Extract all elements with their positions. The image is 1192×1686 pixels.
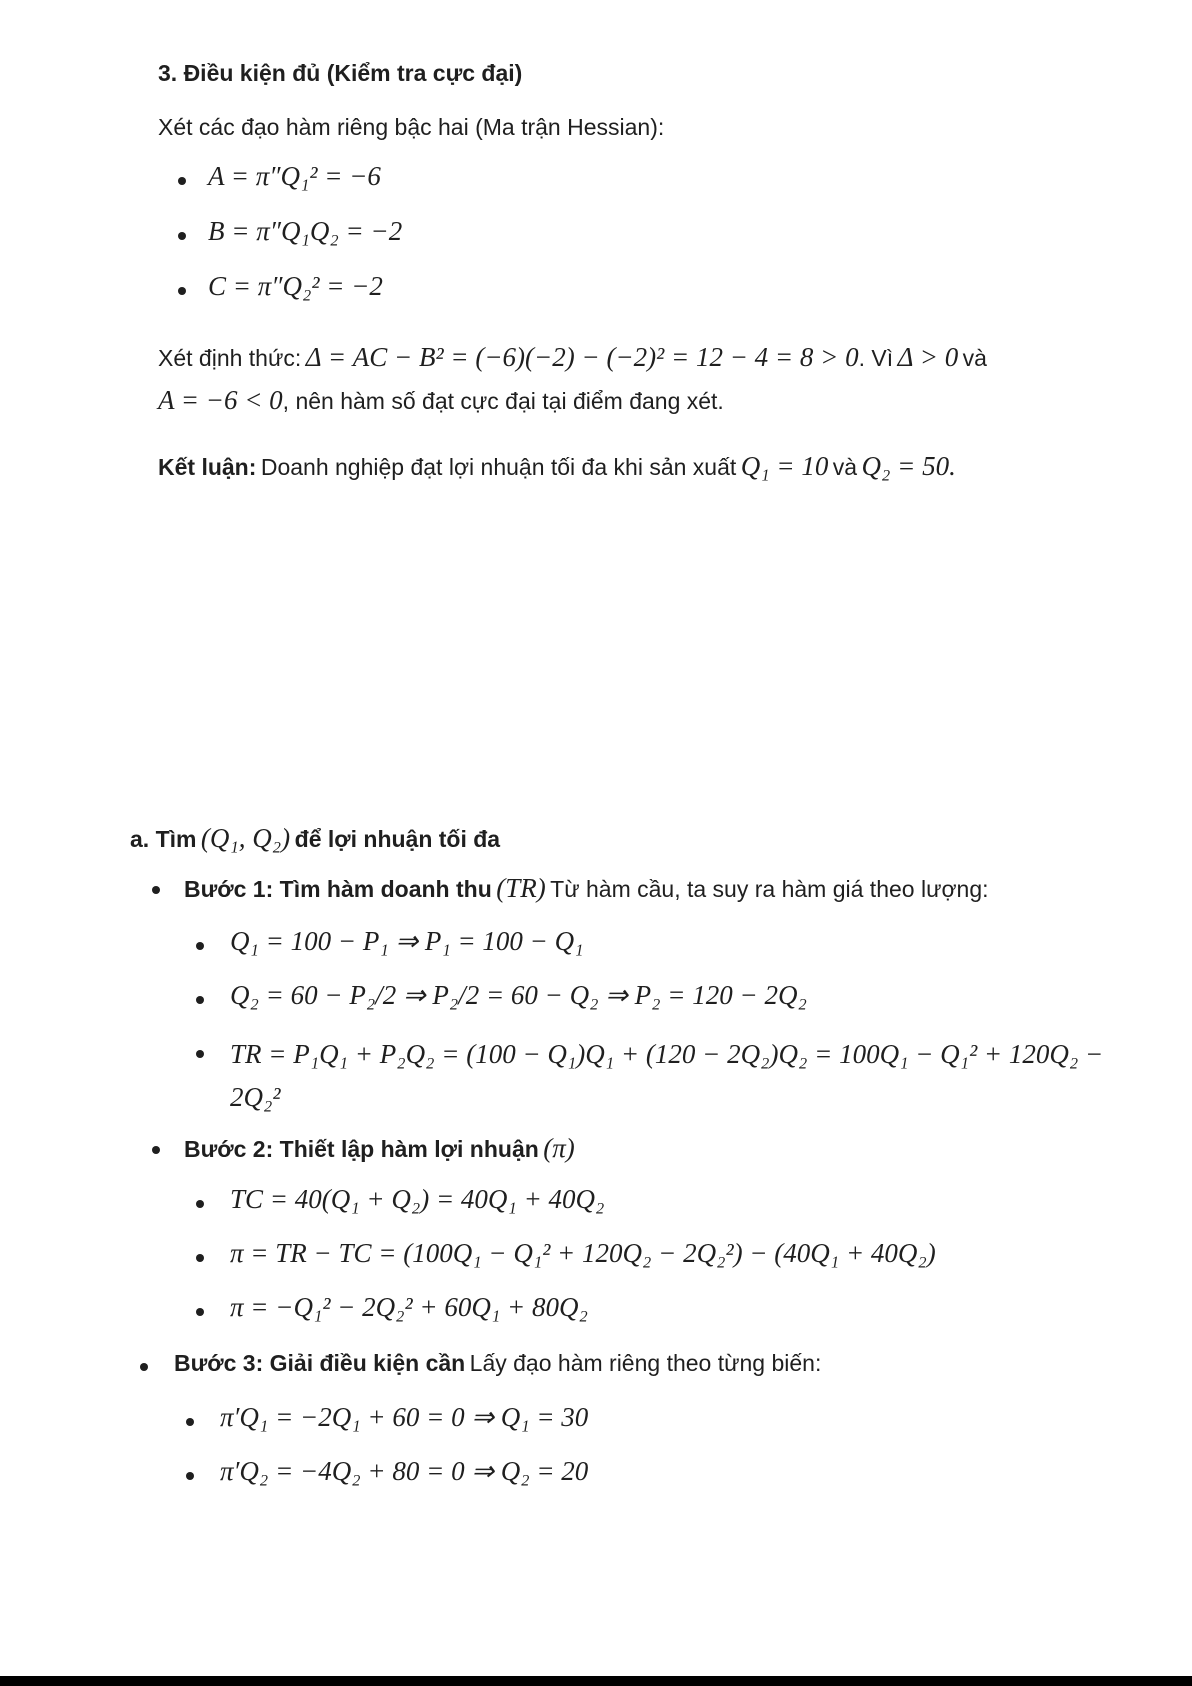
bullet xyxy=(152,1146,160,1154)
det-result: , nên hàm số đạt cực đại tại điểm đang xét. xyxy=(282,388,724,414)
bullet xyxy=(196,1200,204,1208)
heading-suffix: để lợi nhuận tối đa xyxy=(294,826,501,852)
step3-label: Bước 3: Giải điều kiện cần xyxy=(174,1350,466,1376)
hessian-c: C = π″Q₂² = −2 xyxy=(208,271,383,301)
bottom-border xyxy=(0,1676,1192,1686)
bullet xyxy=(196,996,204,1004)
conclusion xyxy=(158,451,956,482)
bullet xyxy=(196,1254,204,1262)
determinant-line xyxy=(158,342,987,373)
conclusion-q1: Q₁ = 10 xyxy=(740,451,829,481)
bullet xyxy=(152,886,160,894)
det-label: Xét định thức: xyxy=(158,345,302,371)
step2-item-1: TC = 40(Q₁ + Q₂) = 40Q₁ + 40Q₂ xyxy=(230,1184,605,1214)
conclusion-and: và xyxy=(832,454,858,480)
step1-text: Từ hàm cầu, ta suy ra hàm giá theo lượng: xyxy=(550,876,989,902)
step2-item-2: π = TR − TC = (100Q₁ − Q₁² + 120Q₂ − 2Q₂²) − (40Q₁ + 40Q₂) xyxy=(230,1238,936,1268)
step1-item-1: Q₁ = 100 − P₁ ⇒ P₁ = 100 − Q₁ xyxy=(230,926,584,956)
conclusion-text: Doanh nghiệp đạt lợi nhuận tối đa khi sản xuất xyxy=(260,454,737,480)
step1-line xyxy=(184,873,989,904)
conclusion-q2: Q₂ = 50. xyxy=(861,451,956,481)
det-expr: Δ = AC − B² = (−6)(−2) − (−2)² = 12 − 4 = 8 > 0 xyxy=(305,342,859,372)
step1-item-2: Q₂ = 60 − P₂/2 ⇒ P₂/2 = 60 − Q₂ ⇒ P₂ = 120 − 2Q₂ xyxy=(230,980,807,1010)
step3-line xyxy=(174,1350,821,1377)
step3-item-2: π′Q₂ = −4Q₂ + 80 = 0 ⇒ Q₂ = 20 xyxy=(220,1456,589,1486)
step2-label: Bước 2: Thiết lập hàm lợi nhuận xyxy=(184,1136,539,1162)
conclusion-label: Kết luận: xyxy=(158,454,257,480)
bullet xyxy=(196,942,204,950)
step1-item-3: TR = P₁Q₁ + P₂Q₂ = (100 − Q₁)Q₁ + (120 − 2Q₂)Q₂ = 100Q₁ − Q₁² + 120Q₂ − 2Q₂² xyxy=(230,1039,1104,1112)
bullet xyxy=(196,1050,204,1058)
heading-vars: (Q₁, Q₂) xyxy=(200,823,291,853)
step2-line xyxy=(184,1133,575,1164)
det-cond: Δ > 0 xyxy=(897,342,959,372)
section-3-heading: 3. Điều kiện đủ (Kiểm tra cực đại) xyxy=(158,60,523,86)
hessian-a: A = π″Q₁² = −6 xyxy=(208,161,381,191)
det-vi: . Vì xyxy=(858,345,894,371)
heading-prefix: a. Tìm xyxy=(130,826,197,852)
bullet xyxy=(140,1363,148,1371)
step3-text: Lấy đạo hàm riêng theo từng biến: xyxy=(469,1350,822,1376)
step2-item-3: π = −Q₁² − 2Q₂² + 60Q₁ + 80Q₂ xyxy=(230,1292,588,1322)
determinant-line-2 xyxy=(158,385,724,416)
det-and: và xyxy=(962,345,987,371)
det-a: A = −6 < 0 xyxy=(158,385,283,415)
bullet xyxy=(186,1472,194,1480)
bullet xyxy=(196,1308,204,1316)
step1-label: Bước 1: Tìm hàm doanh thu xyxy=(184,876,492,902)
step3-item-1: π′Q₁ = −2Q₁ + 60 = 0 ⇒ Q₁ = 30 xyxy=(220,1402,589,1432)
step1-var: (TR) xyxy=(496,873,546,903)
hessian-b: B = π″Q₁Q₂ = −2 xyxy=(208,216,403,246)
bullet xyxy=(178,232,186,240)
bullet xyxy=(178,177,186,185)
bullet xyxy=(178,287,186,295)
hessian-intro: Xét các đạo hàm riêng bậc hai (Ma trận Hessian): xyxy=(158,114,665,140)
bullet xyxy=(186,1418,194,1426)
step2-var: (π) xyxy=(543,1133,575,1163)
section-a-heading xyxy=(130,823,500,854)
